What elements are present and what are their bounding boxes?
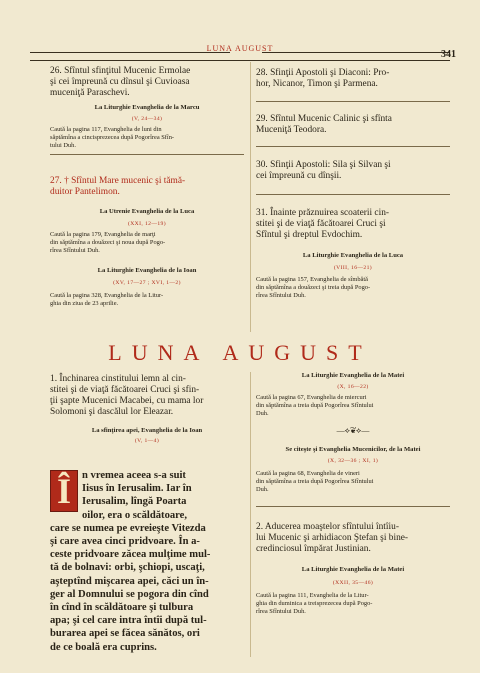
matei-note-2: Caută la pagina 68, Evanghelia de vineri din săptămîna a treia după Pogorîrea Sfîntului Duh. (256, 470, 374, 493)
separator (256, 506, 450, 507)
entry-aug-2-reference: (XXII, 35—46) (332, 580, 374, 586)
entry-27-note-2: Caută la pagina 328, Evanghelia de la Litur- ghia din ziua de 23 aprilie. (50, 292, 164, 307)
entry-31-reference: (VIII, 16—21) (333, 265, 373, 271)
ornament-divider: —⟡❦⟡— (336, 426, 370, 435)
drop-cap: Î (50, 470, 78, 512)
entry-26-subheading: La Liturghie Evanghelia de la Marcu (94, 104, 200, 111)
entry-26-note: Caută la pagina 117, Evanghelia de luni din săptămîna a cincisprezecea după Pogorîrea Sfîn- tului Duh. (50, 126, 175, 149)
entry-aug-1-reference: (V, 1—4) (134, 438, 160, 444)
matei-reference-2: (X, 32—36 ; XI, 1) (327, 458, 379, 464)
entry-31-subheading: La Liturghie Evanghelia de la Luca (302, 252, 404, 259)
page-number: 341 (441, 49, 456, 60)
column-divider (250, 62, 251, 332)
entry-26-reference: (V, 24—34) (131, 116, 163, 122)
entry-31: 31. Înainte prăznuirea scoaterii cin- stitei şi de viaţă făcătoarei Cruci şi Sfîntul şi dreptul Evdochim. (256, 208, 390, 240)
entry-aug-1-subheading: La sfinţirea apei, Evanghelia de la Ioan (91, 427, 203, 434)
entry-31-note: Caută la pagina 157, Evanghelia de sîmbătă din săptămîna a douăzeci şi treia după Pogo- rîrea Sfîntului Duh. (256, 276, 371, 299)
entry-29: 29. Sfîntul Mucenic Calinic şi sfînta Muceniţă Teodora. (256, 114, 392, 135)
gospel-text: n vremea aceea s-a suit Iisus în Ierusalim. Iar în Ierusalim, lîngă Poarta oilor, era o scăldătoare, care se numea pe evreieşte Vitezda şi care avea cinci pridvoare. În a- ceste pridvoare zăcea mulţime mul- tă de bolnavi: orbi, şchiopi, uscaţi, aşteptînd mişcarea apei, căci un în- ger al Domnului se pogora din cînd în cînd în scăldătoare şi tulbura apa; şi cel care intra întîi după tul- burarea apei se făcea sănătos, ori de ce boală era cuprins. (50, 470, 211, 653)
separator (256, 146, 450, 147)
separator (50, 154, 244, 155)
entry-27-note-1: Caută la pagina 179, Evanghelia de marţi din săptămîna a douăzeci şi noua după Pogo- rîrea Sfîntului Duh. (50, 231, 166, 254)
entry-aug-1: 1. Închinarea cinstitului lemn al cin- stitei şi de viaţă făcătoarei Cruci şi sfin- ţii şapte Mucenici Macabei, cu mama lor Solomoni şi dascălul lor Eleazar. (50, 374, 204, 417)
matei-subheading-2: Se citeşte şi Evanghelia Mucenicilor, de la Matei (285, 446, 421, 453)
entry-28: 28. Sfinţii Apostoli şi Diaconi: Pro- hor, Nicanor, Timon şi Parmena. (256, 68, 390, 89)
entry-aug-2-subheading: La Liturghie Evanghelia de la Matei (301, 566, 405, 573)
matei-note-1: Caută la pagina 67, Evanghelia de miercuri din săptămîna a treia după Pogorîrea Sfîntului Duh. (256, 394, 374, 417)
entry-27: 27. † Sfîntul Mare mucenic şi tămă- duitor Pantelimon. (50, 176, 186, 197)
entry-27-reference-1: (XXI, 12—19) (127, 221, 167, 227)
section-title: LUNA AUGUST (108, 340, 372, 365)
header-rule-bottom (30, 60, 450, 61)
column-divider-lower (250, 372, 251, 657)
entry-aug-2: 2. Aducerea moaştelor sfîntului întîiu- lui Mucenic şi arhidiacon Ştefan şi bine- credinciosul împărat Justinian. (256, 522, 409, 554)
separator (256, 194, 450, 195)
entry-26: 26. Sfîntul sfinţitul Mucenic Ermolae şi cei împreună cu dînsul şi Cuvioasa muceniţă Paraschevi. (50, 66, 191, 98)
entry-27-subheading-1: La Utrenie Evanghelia de la Luca (99, 208, 195, 215)
entry-27-reference-2: (XV, 17—27 ; XVI, 1—2) (113, 280, 181, 286)
separator (256, 101, 450, 102)
matei-reference-1: (X, 16—22) (337, 384, 369, 390)
matei-subheading-1: La Liturghie Evanghelia de la Matei (301, 372, 405, 379)
entry-27-subheading-2: La Liturghie Evanghelia de la Ioan (97, 267, 197, 274)
entry-aug-2-note: Caută la pagina 111, Evanghelia de la Litur- ghia din duminica a treisprezecea după Pogo- rîrea Sfîntului Duh. (256, 592, 373, 615)
running-header: LUNA AUGUST (206, 44, 274, 53)
entry-30: 30. Sfinţii Apostoli: Sila şi Silvan şi cei împreună cu dînşii. (256, 160, 391, 181)
